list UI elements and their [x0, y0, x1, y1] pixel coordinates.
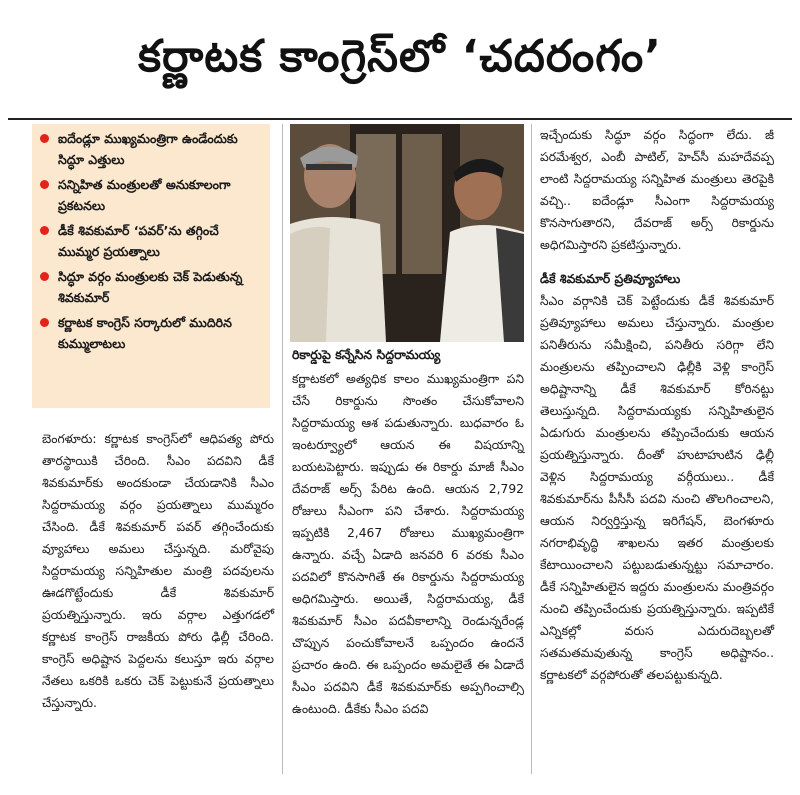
highlight-item: సిద్ధూ వర్గం మంత్రులకు చెక్ పెడుతున్న శివకుమార్ [32, 266, 270, 308]
section-subheading: డీకే శివకుమార్ ప్రతివ్యూహాలు [540, 272, 681, 286]
article-paragraph: సీఎం వర్గానికి చెక్ పెట్టేందుకు డీకే శివకుమార్ ప్రతివ్యూహాలు అమలు చేస్తున్నారు. మంత్రుల పనితీరును సమీక్షించి, పనితీరు సరిగ్గా లేని మంత్రులను తప్పించాలని ఢిల్లీకి వెళ్లి కాంగ్రెస్ అధిష్టానాన్ని డీకే శివకుమార్ కోరినట్టు తెలుస్తున్నది. సిద్దరామయ్యకు సన్నిహితులైన ఏడుగురు మంత్రులను తప్పించేందుకు ఆయన ప్రయత్నిస్తున్నారు. దీంతో హుటాహుటిన ఢిల్లీ వెళ్లిన సిద్దరామయ్య వర్గీయులు.. డీకే శివకుమార్‌ను పీసీసీ పదవి నుంచి తొలగించాలని, ఆయన నిర్వర్తిస్తున్న ఇరిగేషన్, బెంగళూరు నగరాభివృద్ధి శాఖలను ఇతర మంత్రులకు కేటాయించాలని పట్టుబడుతున్నట్టు సమాచారం. డీకే సన్నిహితులైన ఇద్దరు మంత్రులను మంత్రివర్గం నుంచి తప్పించేందుకు ప్రయత్నిస్తున్నారు. ఇప్పటికే ఎన్నికల్లో వరుస ఎదురుదెబ్బలతో సతమతమవుతున్న కాంగ్రెస్ అధిష్టానం.. కర్ణాటకలో వర్గపోరుతో తలపట్టుకున్నది. [540, 294, 774, 682]
article-column-1 [42, 428, 274, 714]
article-paragraph: ఇచ్చేందుకు సిద్ధూ వర్గం సిద్ధంగా లేదు. జీ పరమేశ్వర, ఎంబీ పాటిల్, హెచ్‌సీ మహదేవప్ప లాంటి సిద్దరామయ్య సన్నిహిత మంత్రులు తెరపైకి వచ్చి.. ఐదేండ్లూ సీఎంగా సిద్దరామయ్య కొనసాగుతారని, దేవరాజ్ అర్స్ రికార్డును అధిగమిస్తారని ప్రకటిస్తున్నారు. [540, 128, 774, 252]
bullet-dot-icon [40, 180, 49, 189]
photo-caption: రికార్డుపై కన్నేసిన సిద్దరామయ్య [292, 347, 441, 362]
article-column-2 [292, 368, 524, 720]
news-photo [290, 124, 524, 342]
article-column-3 [540, 124, 774, 686]
bullet-dot-icon [40, 134, 49, 143]
headline-rule [8, 118, 792, 120]
highlight-item: సన్నిహిత మంత్రులతో అనుకూలంగా ప్రకటనలు [32, 174, 270, 216]
article-paragraph: కర్ణాటకలో అత్యధిక కాలం ముఖ్యమంత్రిగా పని చేసే రికార్డును సొంతం చేసుకోవాలని సిద్దరామయ్య ఆశ పడుతున్నారు. బుధవారం ఓ ఇంటర్వ్యూలో ఆయన ఈ విషయాన్ని బయటపెట్టారు. ఇప్పుడు ఈ రికార్డు మాజీ సీఎం దేవరాజ్ అర్స్ పేరిట ఉంది. ఆయన 2,792 రోజులు సీఎంగా పని చేశారు. సిద్దరామయ్య ఇప్పటికి 2,467 రోజులు ముఖ్యమంత్రిగా ఉన్నారు. వచ్చే ఏడాది జనవరి 6 వరకు సీఎం పదవిలో కొనసాగితే ఈ రికార్డును సిద్దరామయ్య అధిగమిస్తారు. అయితే, సిద్దరామయ్య, డీకే శివకుమార్ సీఎం పదవీకాలాన్ని రెండున్నరేండ్ల చొప్పున పంచుకోవాలనే ఒప్పందం ఉందనే ప్రచారం ఉంది. ఈ ఒప్పందం అమలైతే ఈ ఏడాదే సీఎం పదవిని డీకే శివకుమార్‌కు అప్పగించాల్సి ఉంటుంది. డీకేకు సీఎం పదవి [292, 372, 524, 716]
column-divider [282, 124, 283, 774]
bullet-dot-icon [40, 226, 49, 235]
highlight-item: ఐదేండ్లూ ముఖ్యమంత్రిగా ఉండేందుకు సిద్ధూ ఎత్తులు [32, 128, 270, 170]
highlight-item: డీకే శివకుమార్ ‘పవర్’ను తగ్గించే ముమ్మర ప్రయత్నాలు [32, 220, 270, 262]
bullet-dot-icon [40, 318, 49, 327]
photo-illustration [290, 124, 524, 342]
highlights-box [32, 124, 270, 408]
headline-block [8, 6, 792, 118]
highlight-item: కర్ణాటక కాంగ్రెస్ సర్కారులో ముదిరిన కుమ్ములాటలు [32, 312, 270, 354]
column-divider [531, 124, 532, 774]
bullet-dot-icon [40, 272, 49, 281]
article-paragraph: బెంగళూరు: కర్ణాటక కాంగ్రెస్‌లో ఆధిపత్య పోరు తారస్థాయికి చేరింది. సీఎం పదవిని డీకే శివకుమార్‌కు అందకుండా చేయడానికి సీఎం సిద్దరామయ్య వర్గం ప్రయత్నాలు ముమ్మరం చేసింది. డీకే శివకుమార్ పవర్ తగ్గించేందుకు వ్యూహాలు అమలు చేస్తున్నది. మరోవైపు సిద్దరామయ్య సన్నిహితుల మంత్రి పదవులను ఊడగొట్టేందుకు డీకే శివకుమార్ ప్రయత్నిస్తున్నారు. ఇరు వర్గాల ఎత్తుగడలో కర్ణాటక కాంగ్రెస్ రాజకీయ పోరు ఢిల్లీ చేరింది. కాంగ్రెస్ అధిష్టాన పెద్దలను కలుస్తూ ఇరు వర్గాల నేతలు ఒకరికి ఒకరు చెక్ పెట్టుకునే ప్రయత్నాలు చేస్తున్నారు. [42, 432, 274, 710]
headline: కర్ణాటక కాంగ్రెస్‌లో ‘చదరంగం’ [138, 31, 662, 82]
